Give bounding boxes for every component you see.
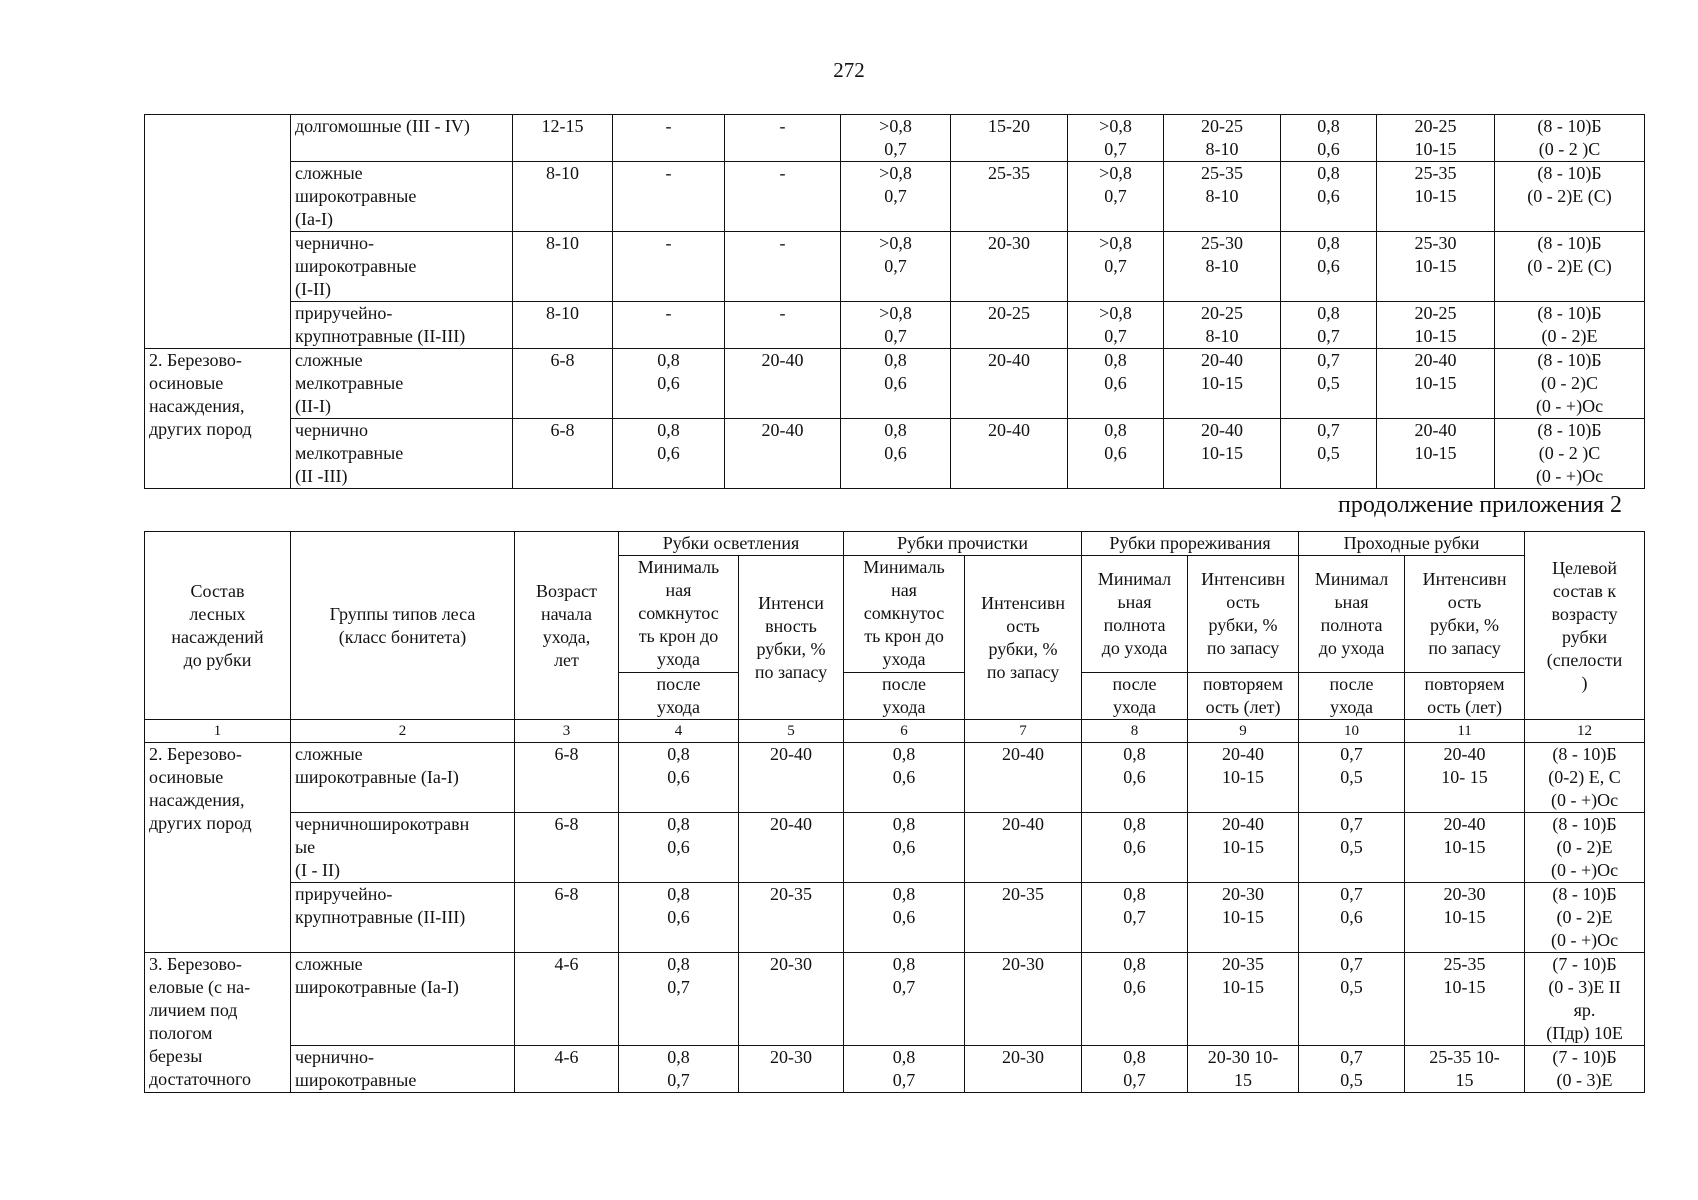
header-row [145, 532, 1645, 556]
value-cell: 0,7 0,5 [1281, 349, 1377, 419]
value-cell: 20-40 10-15 [1188, 743, 1299, 813]
value-cell: 0,8 0,7 [844, 1046, 965, 1093]
group-cell: 2. Березово- осиновые насаждения, других пород [145, 743, 291, 953]
forest-type-cell: приручейно- крупнотравные (II-III) [291, 302, 513, 349]
value-cell: 20-35 10-15 [1188, 953, 1299, 1046]
table-row [145, 115, 1645, 162]
group-cell: 3. Березово- еловые (с на- личием под пологом березы достаточного [145, 953, 291, 1093]
value-cell: 25-35 8-10 [1164, 162, 1281, 232]
header-start-age: Возраст начала ухода, лет [515, 532, 619, 720]
age-cell: 6-8 [515, 743, 619, 813]
value-cell: >0,8 0,7 [1068, 232, 1164, 302]
value-cell: 0,8 0,6 [1068, 349, 1164, 419]
value-cell: 20-30 [739, 1046, 844, 1093]
forest-type-cell: долгомошные (III - IV) [291, 115, 513, 162]
value-cell: 0,7 0,5 [1299, 1046, 1405, 1093]
value-cell: 20-40 10-15 [1377, 419, 1495, 489]
value-cell: 25-30 8-10 [1164, 232, 1281, 302]
column-number: 6 [844, 720, 965, 743]
column-number: 7 [965, 720, 1082, 743]
value-cell: 20-40 [951, 349, 1068, 419]
target-composition-cell: (7 - 10)Б (0 - 3)Е [1525, 1046, 1645, 1093]
value-cell: - [725, 302, 841, 349]
column-number: 12 [1525, 720, 1645, 743]
value-cell: 0,8 0,6 [619, 743, 739, 813]
header-composition: Состав лесных насаждений до рубки [145, 532, 291, 720]
table-row [145, 813, 1645, 883]
column-number: 3 [515, 720, 619, 743]
table-row [145, 349, 1645, 419]
value-cell: 0,8 0,6 [619, 813, 739, 883]
value-cell: 20-40 10- 15 [1405, 743, 1525, 813]
column-number: 11 [1405, 720, 1525, 743]
header-after-care: после ухода [844, 673, 965, 720]
value-cell: 20-40 [739, 813, 844, 883]
header-min-density: Минималь ная сомкнутос ть крон до ухода [844, 556, 965, 673]
age-cell: 8-10 [513, 302, 613, 349]
value-cell: 0,8 0,6 [1281, 232, 1377, 302]
value-cell: >0,8 0,7 [841, 302, 951, 349]
top-table [144, 114, 1645, 489]
value-cell: 0,7 0,5 [1299, 953, 1405, 1046]
forest-type-cell: сложные мелкотравные (II-I) [291, 349, 513, 419]
forest-type-cell: сложные широкотравные (Iа-I) [291, 953, 515, 1046]
age-cell: 6-8 [515, 883, 619, 953]
age-cell: 8-10 [513, 162, 613, 232]
group-cell [145, 115, 291, 349]
header-min-fullness: Минимал ьная полнота до ухода [1299, 556, 1405, 673]
value-cell: 20-25 [951, 302, 1068, 349]
value-cell: 15-20 [951, 115, 1068, 162]
value-cell: 20-25 10-15 [1377, 302, 1495, 349]
target-composition-cell: (8 - 10)Б (0 - 2)Е (0 - +)Ос [1525, 813, 1645, 883]
header-forest-type-group: Группы типов леса (класс бонитета) [291, 532, 515, 720]
value-cell: 20-30 10-15 [1188, 883, 1299, 953]
value-cell: - [613, 232, 725, 302]
value-cell: 0,8 0,7 [1082, 1046, 1188, 1093]
forest-type-cell: чернично- широкотравные [291, 1046, 515, 1093]
target-composition-cell: (8 - 10)Б (0 - 2)Е (С) [1495, 232, 1645, 302]
value-cell: 20-40 10-15 [1188, 813, 1299, 883]
value-cell: 0,7 0,5 [1281, 419, 1377, 489]
value-cell: 20-25 8-10 [1164, 115, 1281, 162]
bottom-table [144, 531, 1645, 1093]
page-number: 272 [833, 58, 865, 82]
age-cell: 8-10 [513, 232, 613, 302]
header-clearing-cuts: Рубки осветления [619, 532, 844, 556]
value-cell: 0,8 0,6 [613, 349, 725, 419]
value-cell: 20-40 [951, 419, 1068, 489]
value-cell: - [613, 162, 725, 232]
value-cell: 25-35 10-15 [1377, 162, 1495, 232]
header-passing-cuts: Проходные рубки [1299, 532, 1525, 556]
value-cell: 20-40 [739, 743, 844, 813]
header-intensity: Интенсивн ость рубки, % по запасу [1188, 556, 1299, 673]
target-composition-cell: (8 - 10)Б (0 - 2)Е (С) [1495, 162, 1645, 232]
column-number: 1 [145, 720, 291, 743]
value-cell: 0,8 0,7 [844, 953, 965, 1046]
continuation-label: продолжение приложения 2 [1338, 492, 1622, 518]
age-cell: 4-6 [515, 953, 619, 1046]
value-cell: 20-30 [951, 232, 1068, 302]
value-cell: 25-30 10-15 [1377, 232, 1495, 302]
age-cell: 6-8 [515, 813, 619, 883]
age-cell: 12-15 [513, 115, 613, 162]
value-cell: 0,8 0,6 [1082, 813, 1188, 883]
forest-type-cell: приручейно- крупнотравные (II-III) [291, 883, 515, 953]
value-cell: 0,8 0,7 [1082, 883, 1188, 953]
header-after-care: после ухода [1299, 673, 1405, 720]
column-number-row [145, 720, 1645, 743]
forest-type-cell: сложные широкотравные (Iа-I) [291, 743, 515, 813]
forest-type-cell: сложные широкотравные (Iа-I) [291, 162, 513, 232]
value-cell: 0,8 0,6 [844, 743, 965, 813]
value-cell: >0,8 0,7 [1068, 162, 1164, 232]
header-after-care: после ухода [1082, 673, 1188, 720]
value-cell: 0,8 0,7 [619, 953, 739, 1046]
forest-type-cell: чернично мелкотравные (II -III) [291, 419, 513, 489]
value-cell: 25-35 10- 15 [1405, 1046, 1525, 1093]
header-min-density: Минималь ная сомкнутос ть крон до ухода [619, 556, 739, 673]
value-cell: 25-35 10-15 [1405, 953, 1525, 1046]
value-cell: 20-35 [739, 883, 844, 953]
value-cell: 20-40 [725, 419, 841, 489]
value-cell: 20-30 10-15 [1405, 883, 1525, 953]
target-composition-cell: (8 - 10)Б (0 - 2 )С (0 - +)Ос [1495, 419, 1645, 489]
table-row [145, 1046, 1645, 1093]
header-intensity: Интенси вность рубки, % по запасу [739, 556, 844, 720]
value-cell: 20-40 [965, 813, 1082, 883]
target-composition-cell: (8 - 10)Б (0 - 2)С (0 - +)Ос [1495, 349, 1645, 419]
column-number: 2 [291, 720, 515, 743]
value-cell: 0,8 0,7 [619, 1046, 739, 1093]
forest-type-cell: черничноширокотравн ые (I - II) [291, 813, 515, 883]
value-cell: 20-30 [739, 953, 844, 1046]
age-cell: 6-8 [513, 419, 613, 489]
header-after-care: после ухода [619, 673, 739, 720]
table-row [145, 883, 1645, 953]
value-cell: 0,8 0,6 [1068, 419, 1164, 489]
value-cell: 0,7 0,5 [1299, 813, 1405, 883]
table-row [145, 162, 1645, 232]
age-cell: 6-8 [513, 349, 613, 419]
value-cell: 0,8 0,6 [844, 883, 965, 953]
table-row [145, 953, 1645, 1046]
header-repeatability: повторяем ость (лет) [1405, 673, 1525, 720]
target-composition-cell: (8 - 10)Б (0 - 2)Е [1495, 302, 1645, 349]
value-cell: 20-25 8-10 [1164, 302, 1281, 349]
value-cell: >0,8 0,7 [841, 115, 951, 162]
column-number: 4 [619, 720, 739, 743]
value-cell: - [725, 115, 841, 162]
value-cell: 20-40 [725, 349, 841, 419]
value-cell: 20-25 10-15 [1377, 115, 1495, 162]
value-cell: 20-30 10- 15 [1188, 1046, 1299, 1093]
value-cell: 20-35 [965, 883, 1082, 953]
value-cell: - [725, 232, 841, 302]
value-cell: 0,8 0,6 [1082, 743, 1188, 813]
value-cell: 20-30 [965, 1046, 1082, 1093]
value-cell: 0,8 0,6 [841, 419, 951, 489]
header-intensity: Интенсивн ость рубки, % по запасу [1405, 556, 1525, 673]
target-composition-cell: (8 - 10)Б (0 - 2 )С [1495, 115, 1645, 162]
table-row [145, 232, 1645, 302]
value-cell: 0,8 0,6 [1281, 115, 1377, 162]
header-intensity: Интенсивн ость рубки, % по запасу [965, 556, 1082, 720]
column-number: 10 [1299, 720, 1405, 743]
value-cell: 20-40 10-15 [1164, 349, 1281, 419]
group-cell: 2. Березово- осиновые насаждения, других пород [145, 349, 291, 489]
table-row [145, 419, 1645, 489]
table-row [145, 743, 1645, 813]
value-cell: - [613, 115, 725, 162]
value-cell: >0,8 0,7 [841, 232, 951, 302]
header-repeatability: повторяем ость (лет) [1188, 673, 1299, 720]
value-cell: - [725, 162, 841, 232]
column-number: 8 [1082, 720, 1188, 743]
value-cell: 20-40 10-15 [1377, 349, 1495, 419]
value-cell: 20-30 [965, 953, 1082, 1046]
value-cell: >0,8 0,7 [1068, 115, 1164, 162]
value-cell: 20-40 10-15 [1164, 419, 1281, 489]
target-composition-cell: (8 - 10)Б (0-2) Е, С (0 - +)Ос [1525, 743, 1645, 813]
forest-type-cell: чернично- широкотравные (I-II) [291, 232, 513, 302]
target-composition-cell: (8 - 10)Б (0 - 2)Е (0 - +)Ос [1525, 883, 1645, 953]
value-cell: 0,8 0,6 [841, 349, 951, 419]
header-thinning-cuts: Рубки прореживания [1082, 532, 1299, 556]
value-cell: 0,8 0,6 [1082, 953, 1188, 1046]
column-number: 5 [739, 720, 844, 743]
target-composition-cell: (7 - 10)Б (0 - 3)Е II яр. (Пдр) 10Е [1525, 953, 1645, 1046]
header-target-composition: Целевой состав к возрасту рубки (спелости ) [1525, 532, 1645, 720]
value-cell: - [613, 302, 725, 349]
value-cell: 0,8 0,6 [619, 883, 739, 953]
column-number: 9 [1188, 720, 1299, 743]
table-row [145, 302, 1645, 349]
value-cell: 20-40 10-15 [1405, 813, 1525, 883]
header-min-fullness: Минимал ьная полнота до ухода [1082, 556, 1188, 673]
header-cleaning-cuts: Рубки прочистки [844, 532, 1082, 556]
value-cell: >0,8 0,7 [841, 162, 951, 232]
value-cell: 0,8 0,6 [1281, 162, 1377, 232]
value-cell: 0,8 0,6 [613, 419, 725, 489]
value-cell: 0,7 0,5 [1299, 743, 1405, 813]
value-cell: >0,8 0,7 [1068, 302, 1164, 349]
value-cell: 25-35 [951, 162, 1068, 232]
value-cell: 0,8 0,7 [1281, 302, 1377, 349]
value-cell: 0,8 0,6 [844, 813, 965, 883]
age-cell: 4-6 [515, 1046, 619, 1093]
value-cell: 0,7 0,6 [1299, 883, 1405, 953]
value-cell: 20-40 [965, 743, 1082, 813]
